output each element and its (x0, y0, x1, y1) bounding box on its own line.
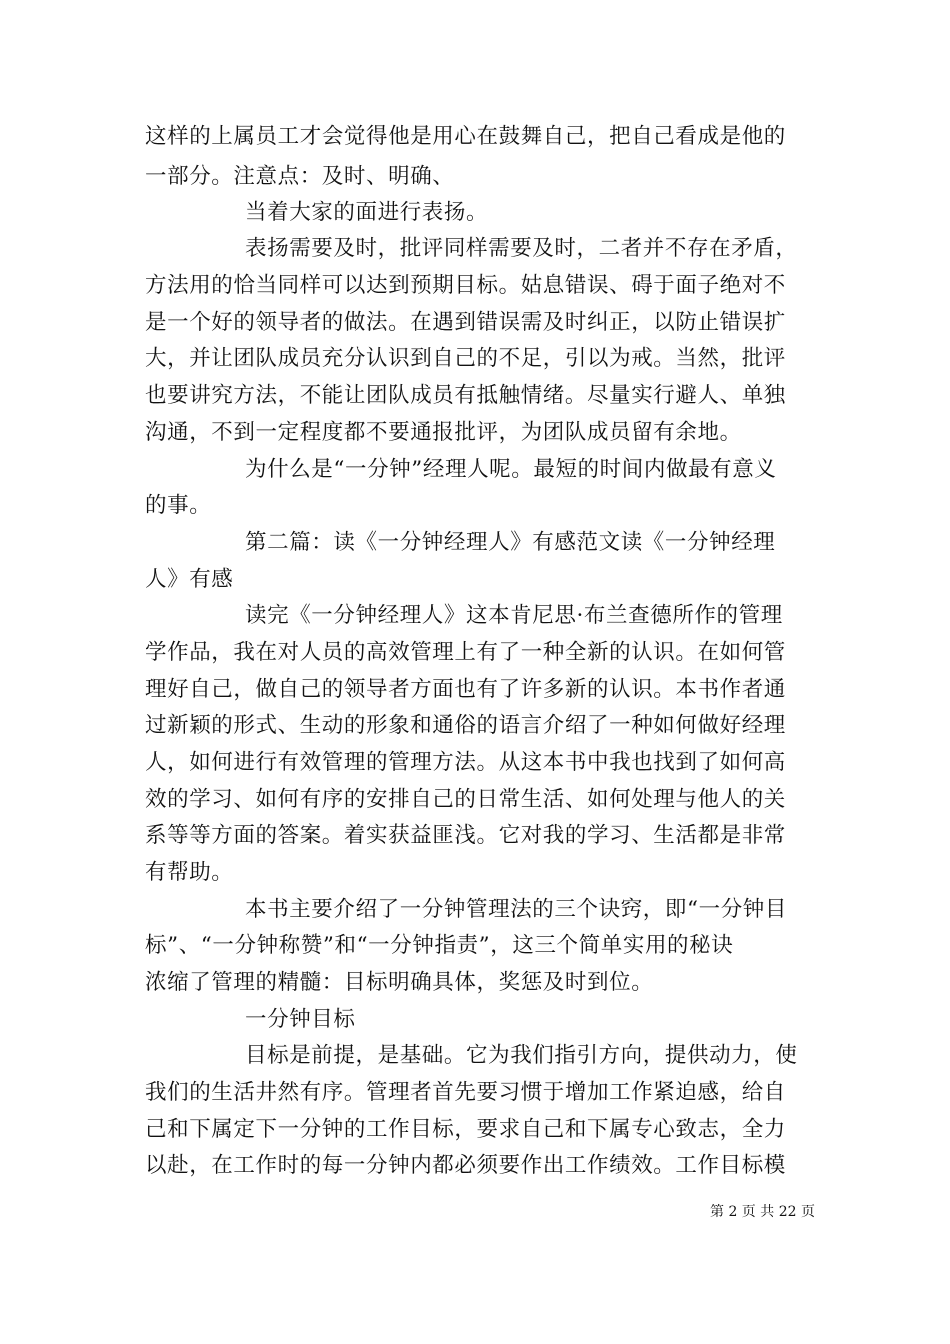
body-text-line: 以赴，在工作时的每一分钟内都必须要作出工作绩效。工作目标模 (145, 1153, 786, 1178)
body-text-line: 当着大家的面进行表扬。 (245, 200, 489, 225)
body-text-line: 方法用的恰当同样可以达到预期目标。姑息错误、碍于面子绝对不 (145, 273, 786, 298)
body-text-line: 学作品，我在对人员的高效管理上有了一种全新的认识。在如何管 (145, 640, 786, 665)
body-text-line: 也要讲究方法，不能让团队成员有抵触情绪。尽量实行避人、单独 (145, 383, 786, 408)
body-text-line: 大，并让团队成员充分认识到自己的不足，引以为戒。当然，批评 (145, 346, 786, 371)
subheading-line: 一分钟目标 (245, 1007, 356, 1032)
body-text-line: 沟通，不到一定程度都不要通报批评，为团队成员留有余地。 (145, 420, 742, 445)
body-text-line: 我们的生活井然有序。管理者首先要习惯于增加工作紧迫感，给自 (145, 1080, 786, 1105)
section-heading-line: 人》有感 (145, 567, 234, 592)
body-text-line: 己和下属定下一分钟的工作目标，要求自己和下属专心致志，全力 (145, 1117, 786, 1142)
body-text-line: 理好自己，做自己的领导者方面也有了许多新的认识。本书作者通 (145, 677, 786, 702)
body-text-line: 一部分。注意点：及时、明确、 (145, 164, 455, 189)
body-text-line: 为什么是“一分钟”经理人呢。最短的时间内做最有意义 (245, 457, 777, 482)
body-text-line: 有帮助。 (145, 860, 234, 885)
body-text-line: 标”、“一分钟称赞”和“一分钟指责”，这三个简单实用的秘诀 (145, 933, 734, 958)
body-text-line: 过新颖的形式、生动的形象和通俗的语言介绍了一种如何做好经理 (145, 713, 786, 738)
body-text-line: 目标是前提，是基础。它为我们指引方向，提供动力，使 (245, 1043, 798, 1068)
body-text-line: 读完《一分钟经理人》这本肯尼思·布兰查德所作的管理 (245, 603, 783, 628)
body-text-line: 效的学习、如何有序的安排自己的日常生活、如何处理与他人的关 (145, 787, 786, 812)
body-text-line: 本书主要介绍了一分钟管理法的三个诀窍，即“一分钟目 (245, 897, 787, 922)
body-text-line: 浓缩了管理的精髓：目标明确具体，奖惩及时到位。 (145, 970, 654, 995)
body-text-line: 系等等方面的答案。着实获益匪浅。它对我的学习、生活都是非常 (145, 823, 786, 848)
body-text-line: 人，如何进行有效管理的管理方法。从这本书中我也找到了如何高 (145, 750, 786, 775)
section-heading-line: 第二篇：读《一分钟经理人》有感范文读《一分钟经理 (245, 530, 776, 555)
page-number-footer: 第 2 页 共 22 页 (710, 1204, 815, 1220)
body-text-line: 的事。 (145, 493, 212, 518)
body-text-line: 表扬需要及时，批评同样需要及时，二者并不存在矛盾， (245, 236, 798, 261)
body-text-line: 是一个好的领导者的做法。在遇到错误需及时纠正，以防止错误扩 (145, 310, 786, 335)
body-text-line: 这样的上属员工才会觉得他是用心在鼓舞自己，把自己看成是他的 (145, 124, 786, 149)
